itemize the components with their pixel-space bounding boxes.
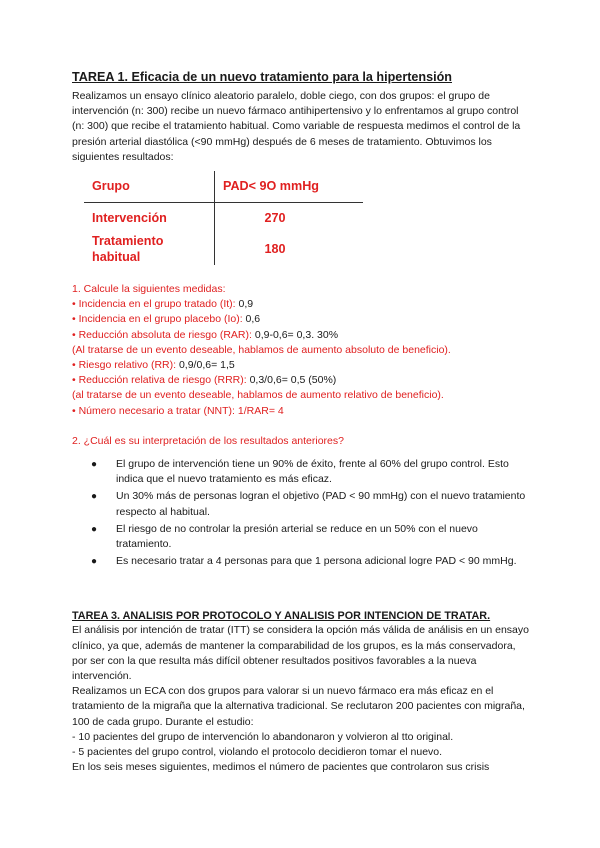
list-item-text: Es necesario tratar a 4 personas para que 1 persona adicional logre PAD < 90 mmHg. [116, 555, 517, 568]
question-2: 2. ¿Cuál es su interpretación de los resultados anteriores? [72, 434, 344, 447]
table-header-pad: PAD< 9O mmHg [215, 171, 364, 203]
tarea3-title: TAREA 3. ANALISIS POR PROTOCOLO Y ANALISIS POR INTENCION DE TRATAR. [72, 610, 491, 623]
measure-rrr-label: • Reducción relativa de riesgo (RRR): [72, 374, 247, 387]
table-cell-group: Tratamiento habitual [84, 234, 215, 265]
table-header-group: Grupo [84, 171, 215, 203]
measure-io-value: 0,6 [242, 313, 261, 326]
question-1: 1. Calcule la siguientes medidas: [72, 283, 226, 296]
list-item-text: El grupo de intervención tiene un 90% de éxito, frente al 60% del grupo control. Esto indica que el nuevo tratamiento es más eficaz. [116, 458, 509, 486]
tarea3-line-2: - 5 pacientes del grupo control, violando el protocolo decidieron tomar el nuevo. [72, 746, 443, 759]
measure-rr-label: • Riesgo relativo (RR): [72, 359, 177, 372]
table-cell-value: 270 [264, 210, 286, 225]
tarea3-line-1: - 10 pacientes del grupo de intervención lo abandonaron y volvieron al tto original. [72, 730, 454, 743]
spacer [72, 265, 532, 282]
tarea3-paragraph-2: Realizamos un ECA con dos grupos para valorar si un nuevo fármaco era más eficaz en el tratamiento de la migraña que la alternativa tradicional. Se reclutaron 200 pacientes con migraña, 100 de cada grupo. Durante el estudio: [72, 685, 525, 728]
measures-block [72, 282, 532, 419]
measure-rr [72, 358, 532, 373]
bullet-icon: ● [91, 556, 98, 568]
measure-rar-label: • Reducción absoluta de riesgo (RAR): [72, 328, 252, 341]
document-page [72, 70, 532, 776]
measure-rrr-note: (al tratarse de un evento deseable, hablamos de aumento relativo de beneficio). [72, 389, 444, 402]
table-row [84, 234, 363, 265]
bullet-icon: ● [91, 523, 98, 535]
list-item [91, 457, 532, 487]
bullet-icon: ● [91, 459, 98, 471]
results-table [84, 171, 363, 265]
measure-it-value: 0,9 [235, 298, 254, 311]
measure-rrr [72, 373, 532, 388]
measure-rar [72, 328, 532, 343]
measure-it [72, 297, 532, 312]
table-header-row [84, 171, 363, 203]
tarea3-section [72, 609, 532, 775]
list-item-text: El riesgo de no controlar la presión arterial se reduce en un 50% con el nuevo tratamiento. [116, 522, 478, 551]
table-row [84, 203, 363, 235]
measure-io [72, 312, 532, 327]
measure-io-label: • Incidencia en el grupo placebo (Io): [72, 313, 243, 326]
tarea1-title: TAREA 1. Eficacia de un nuevo tratamiento para la hipertensión [72, 70, 452, 84]
list-item [91, 522, 532, 552]
list-item-text: Un 30% más de personas logran el objetivo (PAD < 90 mmHg) con el nuevo tratamiento respecto al habitual. [116, 490, 526, 518]
table-cell-value: 180 [264, 241, 286, 256]
tarea1-intro: Realizamos un ensayo clínico aleatorio paralelo, doble ciego, con dos grupos: el grupo de intervención (n: 300) recibe un nuevo fármaco antihipertensivo y lo enfrentamos al grupo control (n: 300) que recibe el tratamiento habitual. Como variable de respuesta medimos el control de la presión arterial diastólica (<90 mmHg) después de 6 meses de tratamiento. Obtuvimos los siguientes resultados: [72, 90, 521, 163]
measure-it-label: • Incidencia en el grupo tratado (It): [72, 298, 236, 311]
list-item [91, 554, 532, 569]
list-item [91, 489, 532, 519]
table-cell-group: Intervención [84, 203, 215, 235]
measure-nnt: • Número necesario a tratar (NNT): 1/RAR= 4 [72, 404, 284, 417]
tarea3-paragraph-1: El análisis por intención de tratar (ITT) se considera la opción más válida de análisis en un ensayo clínico, ya que, además de mantener la comparabilidad de los grupos, es la más conservadora, por ser con la que resulta más difícil obtener resultados positivos favorables a la nueva intervención. [72, 624, 529, 683]
measure-rar-value: 0,9-0,6= 0,3. 30% [251, 328, 339, 341]
tarea3-line-3: En los seis meses siguientes, medimos el número de pacientes que controlaron sus crisis [72, 761, 490, 774]
measure-rrr-value: 0,3/0,6= 0,5 (50%) [246, 374, 337, 387]
bullet-icon: ● [91, 491, 98, 503]
interpretation-list [72, 457, 532, 569]
measure-rr-value: 0,9/0,6= 1,5 [176, 359, 235, 372]
spacer [72, 419, 532, 434]
measure-rar-note: (Al tratarse de un evento deseable, hablamos de aumento absoluto de beneficio). [72, 343, 451, 356]
